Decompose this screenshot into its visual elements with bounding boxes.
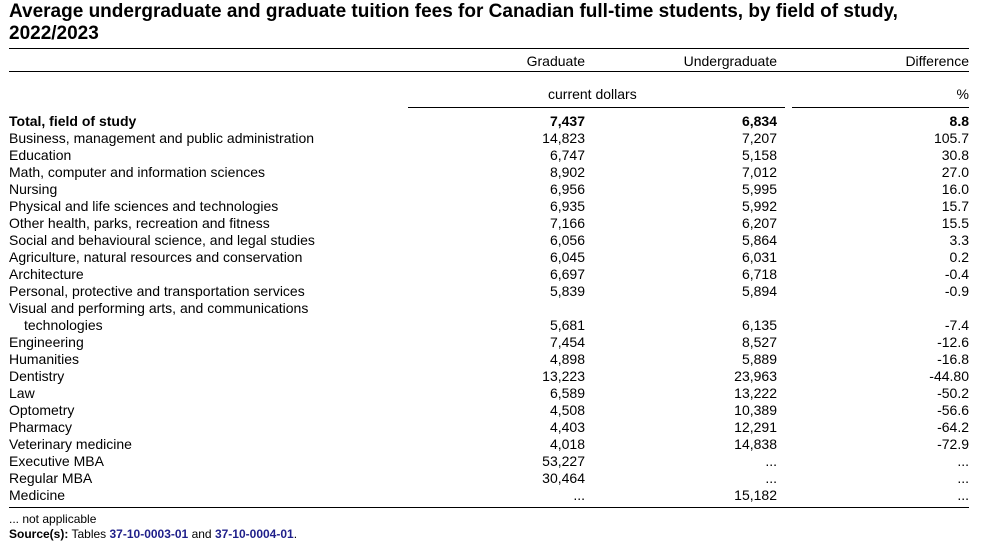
graduate-value: 6,747 <box>549 147 585 163</box>
unit-current-dollars: current dollars <box>548 86 637 102</box>
row-label-line-1: Visual and performing arts, and communications <box>9 300 309 316</box>
undergraduate-value: 6,135 <box>741 317 777 333</box>
graduate-value: 14,823 <box>542 130 585 146</box>
table-row <box>0 300 981 334</box>
row-label: Physical and life sciences and technologies <box>9 198 279 214</box>
row-label: Regular MBA <box>9 470 93 486</box>
graduate-value: 4,508 <box>549 402 585 418</box>
row-label: Humanities <box>9 351 80 367</box>
difference-value: -56.6 <box>937 402 969 418</box>
undergraduate-value: 6,718 <box>741 266 777 282</box>
graduate-value: 30,464 <box>542 470 585 486</box>
row-label: Medicine <box>9 487 66 503</box>
row-label: Engineering <box>9 334 84 350</box>
table-row-total <box>0 113 981 130</box>
difference-value: 0.2 <box>949 249 969 265</box>
undergraduate-value: 15,182 <box>734 487 777 503</box>
table-row <box>0 487 981 504</box>
header-rule <box>9 71 969 72</box>
table-row <box>0 351 981 368</box>
source-text: Tables <box>71 527 107 541</box>
not-applicable-note: ... not applicable <box>9 512 97 526</box>
graduate-value: 6,589 <box>549 385 585 401</box>
table-body <box>0 113 981 504</box>
graduate-value: 13,223 <box>542 368 585 384</box>
undergraduate-value: 10,389 <box>734 402 777 418</box>
graduate-value: 7,454 <box>549 334 585 350</box>
undergraduate-value: 5,995 <box>741 181 777 197</box>
graduate-value: 6,045 <box>549 249 585 265</box>
undergraduate-value: 5,992 <box>741 198 777 214</box>
row-label: Executive MBA <box>9 453 104 469</box>
table-row <box>0 368 981 385</box>
undergraduate-value: 6,834 <box>741 113 777 129</box>
difference-value: ... <box>957 453 969 469</box>
table-row <box>0 283 981 300</box>
undergraduate-value: 14,838 <box>734 436 777 452</box>
difference-value: 27.0 <box>941 164 969 180</box>
table-row <box>0 130 981 147</box>
graduate-value: 5,839 <box>549 283 585 299</box>
top-rule <box>9 48 969 49</box>
table-row <box>0 470 981 487</box>
source-joiner: and <box>191 527 212 541</box>
row-label: Social and behavioural science, and legal studies <box>9 232 315 248</box>
row-label: Veterinary medicine <box>9 436 132 452</box>
difference-value: -50.2 <box>937 385 969 401</box>
graduate-value: 5,681 <box>549 317 585 333</box>
difference-value: 16.0 <box>941 181 969 197</box>
difference-value: ... <box>957 487 969 503</box>
graduate-value: 4,898 <box>549 351 585 367</box>
graduate-value: 6,697 <box>549 266 585 282</box>
row-label: Dentistry <box>9 368 65 384</box>
row-label: Optometry <box>9 402 75 418</box>
difference-value: -16.8 <box>937 351 969 367</box>
bottom-rule <box>9 507 969 508</box>
unit-rule-dollars <box>408 107 785 108</box>
graduate-value: 6,056 <box>549 232 585 248</box>
row-label: Agriculture, natural resources and conservation <box>9 249 303 265</box>
row-label: Personal, protective and transportation services <box>9 283 305 299</box>
source-label: Source(s): <box>9 527 69 541</box>
difference-value: 105.7 <box>933 130 969 146</box>
undergraduate-value: 5,864 <box>741 232 777 248</box>
row-label <box>9 300 404 334</box>
undergraduate-value: 13,222 <box>734 385 777 401</box>
table-row <box>0 419 981 436</box>
row-label: Other health, parks, recreation and fitness <box>9 215 270 231</box>
table-row <box>0 266 981 283</box>
table-row <box>0 181 981 198</box>
difference-value: -64.2 <box>937 419 969 435</box>
undergraduate-value: 6,207 <box>741 215 777 231</box>
table-row <box>0 215 981 232</box>
table-row <box>0 436 981 453</box>
table-row <box>0 453 981 470</box>
undergraduate-value: 12,291 <box>734 419 777 435</box>
undergraduate-value: 8,527 <box>741 334 777 350</box>
row-label: Math, computer and information sciences <box>9 164 266 180</box>
table-row <box>0 232 981 249</box>
graduate-value: 7,437 <box>549 113 585 129</box>
undergraduate-value: 5,894 <box>741 283 777 299</box>
row-label: Education <box>9 147 72 163</box>
source-note <box>9 527 297 541</box>
difference-value: 30.8 <box>941 147 969 163</box>
difference-value: -72.9 <box>937 436 969 452</box>
col-header-undergraduate: Undergraduate <box>683 53 777 69</box>
source-table-link-2[interactable]: 37-10-0004-01 <box>214 527 294 541</box>
row-label-line-2: technologies <box>24 317 103 333</box>
undergraduate-value: 5,889 <box>741 351 777 367</box>
unit-percent: % <box>956 86 969 102</box>
difference-value: 15.5 <box>941 215 969 231</box>
row-label: Pharmacy <box>9 419 73 435</box>
undergraduate-value: ... <box>765 453 777 469</box>
undergraduate-value: 6,031 <box>741 249 777 265</box>
graduate-value: 53,227 <box>542 453 585 469</box>
difference-value: -12.6 <box>937 334 969 350</box>
graduate-value: 7,166 <box>549 215 585 231</box>
col-header-graduate: Graduate <box>526 53 585 69</box>
row-label: Total, field of study <box>9 113 137 129</box>
source-end: . <box>293 527 298 541</box>
row-label: Architecture <box>9 266 84 282</box>
table-row <box>0 385 981 402</box>
undergraduate-value: 5,158 <box>741 147 777 163</box>
source-table-link-1[interactable]: 37-10-0003-01 <box>109 527 189 541</box>
difference-value: 8.8 <box>949 113 969 129</box>
graduate-value: 6,935 <box>549 198 585 214</box>
difference-value: -0.9 <box>944 283 969 299</box>
table-row <box>0 164 981 181</box>
table-row <box>0 334 981 351</box>
difference-value: -44.80 <box>929 368 969 384</box>
row-label: Business, management and public administration <box>9 130 315 146</box>
difference-value: -7.4 <box>944 317 969 333</box>
undergraduate-value: 23,963 <box>734 368 777 384</box>
graduate-value: 8,902 <box>549 164 585 180</box>
difference-value: 3.3 <box>949 232 969 248</box>
table-row <box>0 147 981 164</box>
table-title: Average undergraduate and graduate tuition fees for Canadian full-time students, by field of study, 2022/2023 <box>9 1 898 44</box>
difference-value: 15.7 <box>941 198 969 214</box>
unit-rule-percent <box>792 107 969 108</box>
difference-value: -0.4 <box>944 266 969 282</box>
undergraduate-value: ... <box>765 470 777 486</box>
graduate-value: 6,956 <box>549 181 585 197</box>
table-row <box>0 198 981 215</box>
graduate-value: ... <box>573 487 585 503</box>
difference-value: ... <box>957 470 969 486</box>
graduate-value: 4,018 <box>549 436 585 452</box>
undergraduate-value: 7,207 <box>741 130 777 146</box>
undergraduate-value: 7,012 <box>741 164 777 180</box>
graduate-value: 4,403 <box>549 419 585 435</box>
col-header-difference: Difference <box>905 53 969 69</box>
row-label: Nursing <box>9 181 58 197</box>
table-row <box>0 402 981 419</box>
table-row <box>0 249 981 266</box>
row-label: Law <box>9 385 35 401</box>
